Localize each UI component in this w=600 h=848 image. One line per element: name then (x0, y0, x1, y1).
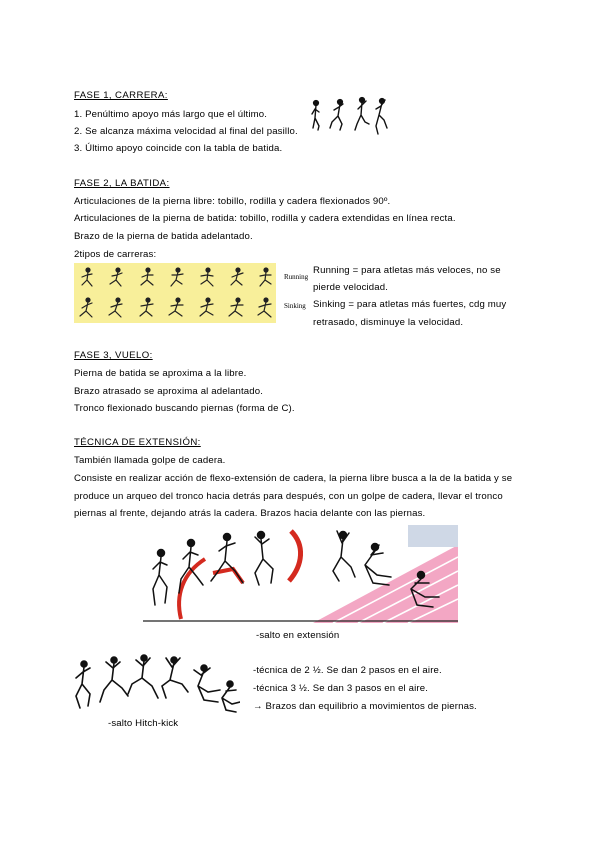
fase2-line-3: Brazo de la pierna de batida adelantado. (74, 231, 253, 242)
fase1-line-2: 2. Se alcanza máxima velocidad al final del pasillo. (74, 126, 298, 137)
fase2-heading: FASE 2, LA BATIDA: (74, 178, 170, 189)
fase2-side-3: Sinking = para atletas más fuertes, cdg muy (313, 299, 507, 310)
hitch-kick-figure (72, 650, 240, 718)
running-label: Running (284, 273, 309, 281)
fase1-line-3: 3. Último apoyo coincide con la tabla de batida. (74, 143, 283, 154)
fase2-side-4: retrasado, disminuye la velocidad. (313, 317, 464, 328)
fase1-heading: FASE 1, CARRERA: (74, 90, 168, 101)
fase3-line-3: Tronco flexionado buscando piernas (forma de C). (74, 403, 295, 414)
tecnica-line-3: produce un arqueo del tronco hacia detrás para después, con un golpe de cadera, llevar el tronco (74, 491, 503, 502)
fase3-heading: FASE 3, VUELO: (74, 350, 153, 361)
fase3-line-2: Brazo atrasado se aproxima al adelantado. (74, 386, 264, 397)
fase1-line-1: 1. Penúltimo apoyo más largo que el último. (74, 109, 268, 120)
sinking-label: Sinking (284, 302, 306, 310)
running-sinking-figure (74, 263, 310, 325)
tecnica-line-4: piernas al frente, dejando atrás la cadera. Brazos hacia delante con las piernas. (74, 508, 426, 519)
caption-hitch: -salto Hitch-kick (108, 718, 179, 729)
fase2-line-4: 2tipos de carreras: (74, 249, 157, 260)
tecnica-side-2: -técnica 3 ½. Se dan 3 pasos en el aire. (253, 683, 429, 694)
fase2-side-2: pierde velocidad. (313, 282, 389, 293)
fase2-side-1: Running = para atletas más veloces, no se (313, 265, 501, 276)
tecnica-side-3: → Brazos dan equilibrio a movimientos de piernas. (253, 701, 477, 712)
run-up-figure (310, 96, 392, 140)
tecnica-heading: TÉCNICA DE EXTENSIÓN: (74, 437, 201, 448)
extension-jump-figure (143, 525, 458, 625)
caption-extension: -salto en extensión (256, 630, 340, 641)
fase3-line-1: Pierna de batida se aproxima a la libre. (74, 368, 247, 379)
tecnica-side-1: -técnica de 2 ½. Se dan 2 pasos en el aire. (253, 665, 442, 676)
fase2-line-2: Articulaciones de la pierna de batida: tobillo, rodilla y cadera extendidas en línea recta. (74, 213, 456, 224)
tecnica-line-1: También llamada golpe de cadera. (74, 455, 226, 466)
fase2-line-1: Articulaciones de la pierna libre: tobillo, rodilla y cadera flexionados 90º. (74, 196, 391, 207)
tecnica-line-2: Consiste en realizar acción de flexo-extensión de cadera, la pierna libre busca a la de la batida y se (74, 473, 513, 484)
